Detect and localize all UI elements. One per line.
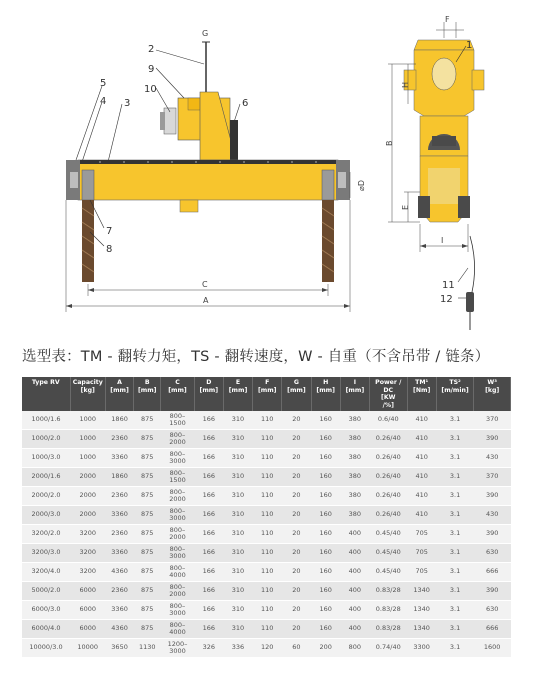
table-cell: 10000/3.0 [22,639,70,658]
table-cell: 310 [223,506,252,525]
table-cell: 310 [223,449,252,468]
table-cell: 3360 [105,449,133,468]
table-cell: 3200 [70,544,105,563]
selection-table-caption: 选型表：TM - 翻转力矩，TS - 翻转速度，W - 自重（不含吊带 / 链条） [22,349,490,365]
table-cell: 3300 [407,639,436,658]
callout-10: 10 [144,84,157,95]
table-cell: 110 [253,620,282,639]
table-cell: 20 [282,468,311,487]
table-cell: 630 [474,544,511,563]
table-row [22,487,511,506]
table-cell: 1860 [105,411,133,430]
table-cell: 430 [474,449,511,468]
table-cell: 200 [311,639,340,658]
selection-table [22,377,511,658]
table-cell: 3.1 [436,411,474,430]
table-cell: 20 [282,430,311,449]
table-cell: 310 [223,563,252,582]
table-cell: 166 [194,601,223,620]
callout-3: 3 [124,98,131,109]
table-cell: 20 [282,525,311,544]
table-cell: 1200– 3000 [161,639,194,658]
dim-a: A [203,296,209,305]
table-cell: 800– 2000 [161,582,194,601]
table-cell: 6000 [70,582,105,601]
table-cell: 875 [134,563,161,582]
table-cell: 20 [282,563,311,582]
callout-12: 12 [440,294,453,305]
callout-8: 8 [106,244,113,255]
table-cell: 0.26/40 [369,430,407,449]
table-cell: 110 [253,411,282,430]
table-cell: 0.26/40 [369,506,407,525]
callout-2: 2 [148,44,155,55]
table-cell: 4360 [105,620,133,639]
table-cell: 800– 1500 [161,468,194,487]
table-cell: 380 [340,506,369,525]
table-cell: 10000 [70,639,105,658]
table-row [22,544,511,563]
table-cell: 875 [134,601,161,620]
column-header: C [mm] [161,377,194,411]
dim-i: I [441,236,444,245]
table-cell: 0.26/40 [369,468,407,487]
table-cell: 2000 [70,487,105,506]
table-cell: 0.26/40 [369,449,407,468]
table-cell: 2000/3.0 [22,506,70,525]
table-cell: 705 [407,544,436,563]
table-cell: 1340 [407,582,436,601]
column-header: TM¹ [Nm] [407,377,436,411]
table-cell: 160 [311,487,340,506]
table-cell: 400 [340,582,369,601]
table-cell: 400 [340,544,369,563]
table-cell: 390 [474,582,511,601]
table-cell: 410 [407,430,436,449]
column-header: G [mm] [282,377,311,411]
table-cell: 3.1 [436,601,474,620]
table-cell: 0.74/40 [369,639,407,658]
table-cell: 1860 [105,468,133,487]
dim-c: C [202,280,208,289]
table-cell: 3360 [105,601,133,620]
table-cell: 390 [474,487,511,506]
table-row [22,430,511,449]
callout-4: 4 [100,96,107,107]
callout-1: 1 [466,40,473,51]
table-cell: 1000/1.6 [22,411,70,430]
table-cell: 6000/4.0 [22,620,70,639]
table-cell: 705 [407,525,436,544]
table-cell: 20 [282,487,311,506]
table-cell: 5000/2.0 [22,582,70,601]
table-cell: 370 [474,411,511,430]
table-body [22,411,511,658]
column-header: E [mm] [223,377,252,411]
table-cell: 20 [282,411,311,430]
callout-6: 6 [242,98,249,109]
table-cell: 380 [340,487,369,506]
table-cell: 160 [311,430,340,449]
table-cell: 875 [134,430,161,449]
table-cell: 0.83/28 [369,620,407,639]
table-row [22,525,511,544]
table-cell: 410 [407,411,436,430]
table-cell: 3.1 [436,525,474,544]
table-cell: 390 [474,430,511,449]
table-row [22,563,511,582]
table-cell: 166 [194,563,223,582]
table-cell: 166 [194,449,223,468]
column-header: H [mm] [311,377,340,411]
dim-h: H [401,81,410,88]
table-cell: 800– 3000 [161,506,194,525]
table-cell: 110 [253,525,282,544]
table-cell: 160 [311,620,340,639]
table-cell: 310 [223,487,252,506]
table-cell: 160 [311,468,340,487]
table-cell: 3360 [105,506,133,525]
table-cell: 310 [223,544,252,563]
table-cell: 160 [311,601,340,620]
column-header: W³ [kg] [474,377,511,411]
table-cell: 875 [134,449,161,468]
table-cell: 310 [223,430,252,449]
table-cell: 410 [407,468,436,487]
dim-d: ⌀D [357,180,366,191]
table-cell: 110 [253,487,282,506]
column-header: A [mm] [105,377,133,411]
table-cell: 2360 [105,487,133,506]
table-cell: 800– 3000 [161,601,194,620]
table-cell: 2360 [105,582,133,601]
table-cell: 310 [223,525,252,544]
table-cell: 3.1 [436,563,474,582]
table-cell: 1000 [70,449,105,468]
table-cell: 3.1 [436,639,474,658]
table-cell: 6000 [70,601,105,620]
table-cell: 20 [282,582,311,601]
table-cell: 110 [253,449,282,468]
table-cell: 875 [134,525,161,544]
table-cell: 800– 2000 [161,487,194,506]
table-cell: 110 [253,601,282,620]
table-cell: 875 [134,506,161,525]
table-cell: 60 [282,639,311,658]
dim-e: E [401,204,410,210]
table-cell: 166 [194,411,223,430]
table-cell: 875 [134,620,161,639]
table-cell: 705 [407,563,436,582]
table-cell: 3.1 [436,487,474,506]
table-cell: 875 [134,487,161,506]
table-cell: 110 [253,506,282,525]
table-cell: 3.1 [436,506,474,525]
table-cell: 310 [223,601,252,620]
table-cell: 400 [340,525,369,544]
table-cell: 410 [407,449,436,468]
table-cell: 400 [340,563,369,582]
table-cell: 2000/1.6 [22,468,70,487]
table-cell: 160 [311,449,340,468]
table-cell: 0.83/28 [369,582,407,601]
table-cell: 800– 4000 [161,563,194,582]
table-cell: 0.83/28 [369,601,407,620]
table-cell: 1600 [474,639,511,658]
column-header: Power / DC [KW /%] [369,377,407,411]
column-header: TS² [m/min] [436,377,474,411]
callout-9: 9 [148,64,155,75]
table-cell: 1340 [407,620,436,639]
callout-5: 5 [100,78,107,89]
table-cell: 800 [340,639,369,658]
table-cell: 380 [340,468,369,487]
table-cell: 110 [253,430,282,449]
table-cell: 3650 [105,639,133,658]
table-cell: 800– 3000 [161,449,194,468]
table-cell: 166 [194,544,223,563]
table-cell: 630 [474,601,511,620]
table-cell: 160 [311,563,340,582]
table-cell: 875 [134,544,161,563]
callout-7: 7 [106,226,113,237]
table-cell: 1000 [70,411,105,430]
table-cell: 3200/2.0 [22,525,70,544]
table-cell: 2000/2.0 [22,487,70,506]
column-header: F [mm] [253,377,282,411]
table-cell: 1000/2.0 [22,430,70,449]
table-cell: 166 [194,506,223,525]
table-cell: 110 [253,582,282,601]
table-cell: 166 [194,468,223,487]
dim-b: B [385,140,394,146]
table-row [22,506,511,525]
table-cell: 20 [282,449,311,468]
table-cell: 3.1 [436,544,474,563]
table-cell: 2000 [70,468,105,487]
table-cell: 166 [194,620,223,639]
callout-11: 11 [442,280,455,291]
table-cell: 666 [474,563,511,582]
table-cell: 6000/3.0 [22,601,70,620]
table-cell: 120 [253,639,282,658]
table-cell: 6000 [70,620,105,639]
table-cell: 800– 2000 [161,525,194,544]
table-cell: 160 [311,506,340,525]
table-cell: 380 [340,449,369,468]
table-cell: 3.1 [436,430,474,449]
table-cell: 3.1 [436,582,474,601]
table-row [22,449,511,468]
table-cell: 110 [253,563,282,582]
table-cell: 390 [474,525,511,544]
table-cell: 875 [134,582,161,601]
table-cell: 0.45/40 [369,563,407,582]
table-cell: 410 [407,487,436,506]
table-cell: 800– 1500 [161,411,194,430]
table-cell: 326 [194,639,223,658]
table-cell: 380 [340,411,369,430]
table-cell: 310 [223,620,252,639]
table-cell: 430 [474,506,511,525]
table-cell: 0.6/40 [369,411,407,430]
table-cell: 1130 [134,639,161,658]
table-cell: 380 [340,430,369,449]
table-cell: 336 [223,639,252,658]
table-row [22,411,511,430]
table-row [22,639,511,658]
column-header: Capacity [kg] [70,377,105,411]
table-cell: 2360 [105,430,133,449]
table-cell: 0.45/40 [369,525,407,544]
table-cell: 3.1 [436,468,474,487]
table-row [22,468,511,487]
table-cell: 20 [282,620,311,639]
table-row [22,620,511,639]
column-header: D [mm] [194,377,223,411]
table-cell: 1000 [70,430,105,449]
table-cell: 3.1 [436,620,474,639]
column-header: I [mm] [340,377,369,411]
table-row [22,601,511,620]
table-cell: 20 [282,544,311,563]
table-cell: 3200 [70,563,105,582]
dim-g: G [202,29,209,38]
table-cell: 160 [311,525,340,544]
table-cell: 110 [253,544,282,563]
table-cell: 800– 4000 [161,620,194,639]
dim-f: F [445,15,450,24]
table-cell: 400 [340,620,369,639]
table-cell: 310 [223,468,252,487]
table-cell: 160 [311,582,340,601]
table-cell: 166 [194,525,223,544]
table-cell: 166 [194,430,223,449]
table-cell: 0.45/40 [369,544,407,563]
column-header: Type RV [22,377,70,411]
table-cell: 160 [311,411,340,430]
table-cell: 875 [134,468,161,487]
table-cell: 1000/3.0 [22,449,70,468]
table-cell: 666 [474,620,511,639]
table-cell: 160 [311,544,340,563]
table-cell: 20 [282,506,311,525]
table-cell: 2360 [105,525,133,544]
table-cell: 166 [194,582,223,601]
table-cell: 2000 [70,506,105,525]
table-header-row [22,377,511,411]
table-cell: 20 [282,601,311,620]
table-cell: 4360 [105,563,133,582]
table-cell: 370 [474,468,511,487]
table-cell: 3200/4.0 [22,563,70,582]
table-cell: 400 [340,601,369,620]
table-cell: 110 [253,468,282,487]
table-cell: 410 [407,506,436,525]
table-cell: 0.26/40 [369,487,407,506]
table-cell: 875 [134,411,161,430]
table-cell: 800– 3000 [161,544,194,563]
table-cell: 3.1 [436,449,474,468]
table-cell: 1340 [407,601,436,620]
table-cell: 3200/3.0 [22,544,70,563]
table-cell: 310 [223,411,252,430]
table-row [22,582,511,601]
column-header: B [mm] [134,377,161,411]
table-cell: 800– 2000 [161,430,194,449]
table-cell: 310 [223,582,252,601]
table-cell: 3360 [105,544,133,563]
table-cell: 166 [194,487,223,506]
table-cell: 3200 [70,525,105,544]
